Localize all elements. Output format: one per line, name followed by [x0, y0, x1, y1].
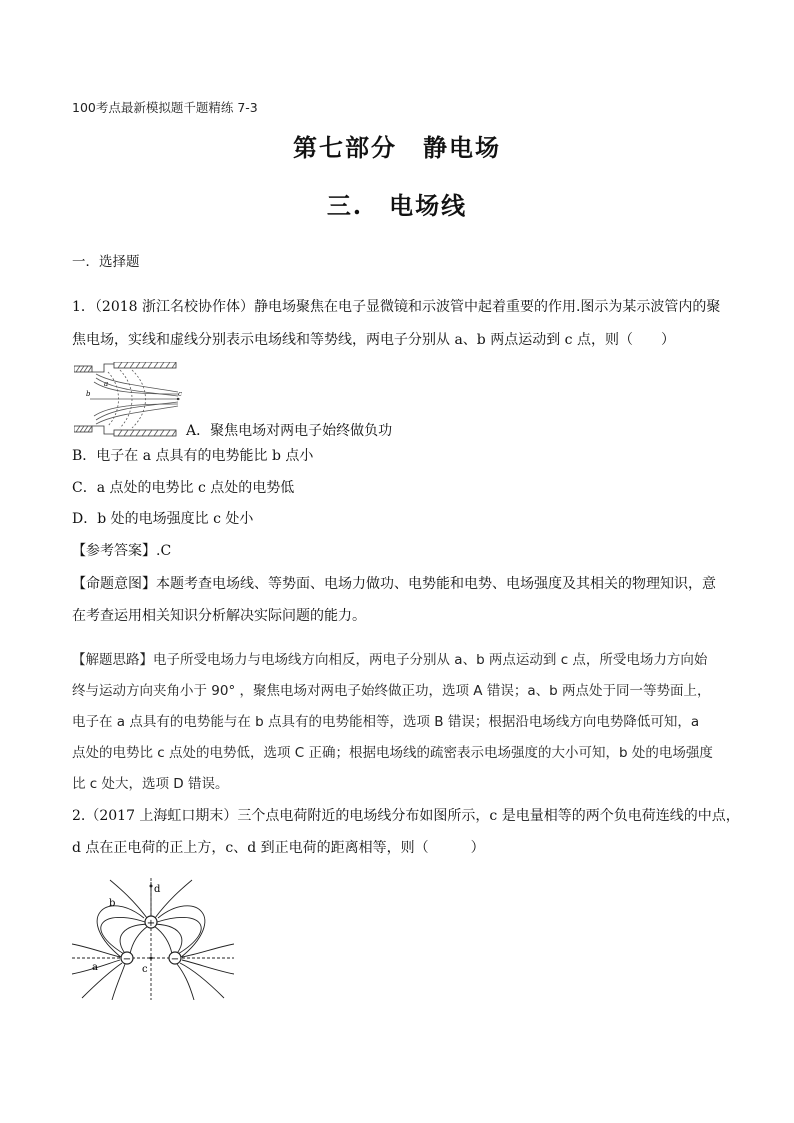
negative-charge-left-label: − [122, 954, 132, 965]
label-a: a [104, 380, 109, 388]
question-2-line-1: 2.（2017 上海虹口期末）三个点电荷附近的电场线分布如图所示，c 是电量相等的两个负电荷连线的中点， [72, 808, 740, 824]
intent-line-1: 【命题意图】本题考查电场线、等势面、电场力做功、电势能和电势、电场强度及其相关的物理知识，意 [72, 576, 716, 592]
intent-line-2: 在考查运用相关知识分析解决实际问题的能力。 [72, 608, 366, 624]
focusing-field-figure [74, 362, 186, 438]
option-b: B．电子在 a 点具有的电势能比 b 点小 [72, 448, 314, 464]
three-charges-figure [72, 878, 234, 1000]
label-b: b [86, 390, 91, 398]
question-1-line-2: 焦电场，实线和虚线分别表示电场线和等势线，两电子分别从 a、b 两点运动到 c 点，则（ ） [72, 332, 675, 348]
solution-line: 点处的电势比 c 点处的电势低，选项 C 正确；根据电场线的疏密表示电场强度的大小可知，b 处的电场强度 [72, 745, 713, 761]
question-2-line-2: d 点在正电荷的正上方，c、d 到正电荷的距离相等，则（ ） [72, 840, 485, 856]
solution-line: 终与运动方向夹角小于 90° ，聚焦电场对两电子始终做正功，选项 A 错误；a、b 两点处于同一等势面上， [72, 683, 711, 699]
option-c: C．a 点处的电势比 c 点处的电势低 [72, 480, 295, 496]
solution-explanation [72, 645, 722, 800]
label-c: c [142, 964, 148, 975]
solution-line: 电子在 a 点具有的电势能与在 b 点具有的电势能相等，选项 B 错误；根据沿电场线方向电势降低可知，a [72, 714, 700, 730]
page-header: 100考点最新模拟题千题精练 7-3 [72, 100, 258, 115]
option-a: A．聚焦电场对两电子始终做负功 [186, 423, 393, 439]
solution-line: 【解题思路】电子所受电场力与电场线方向相反，两电子分别从 a、b 两点运动到 c 点，所受电场力方向始 [72, 652, 708, 668]
question-1-line-1: 1．（2018 浙江名校协作体）静电场聚焦在电子显微镜和示波管中起着重要的作用.图示为某示波管内的聚 [72, 299, 721, 315]
label-d: d [154, 884, 161, 895]
part-title: 第七部分 静电场 [293, 133, 501, 162]
positive-charge-label: + [146, 918, 156, 929]
section-heading: 一．选择题 [72, 254, 140, 270]
label-b: b [109, 898, 116, 909]
label-a: a [92, 962, 98, 973]
reference-answer: 【参考答案】.C [72, 543, 172, 559]
solution-line: 比 c 处大，选项 D 错误。 [72, 776, 229, 792]
option-d: D．b 处的电场强度比 c 处小 [72, 511, 254, 527]
chapter-title: 三. 电场线 [326, 191, 468, 220]
label-c: c [178, 390, 182, 398]
negative-charge-right-label: − [170, 954, 180, 965]
